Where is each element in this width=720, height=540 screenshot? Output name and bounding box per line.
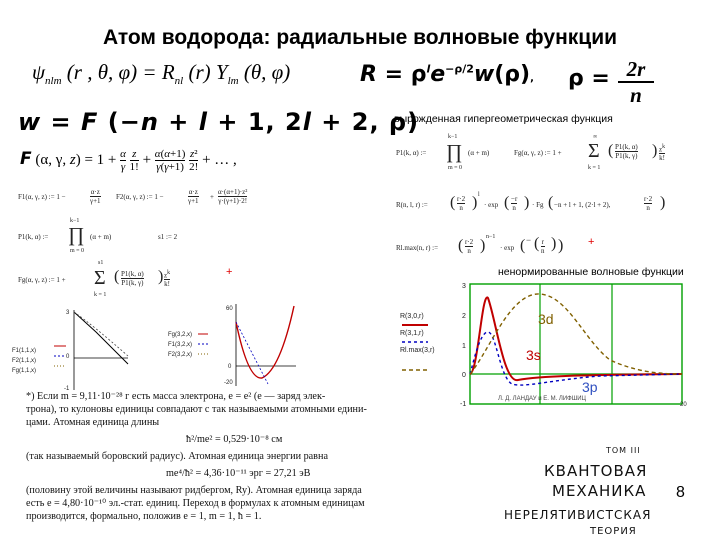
mathcad-right-line-2: R(n, l, r) := ( r·2 n ) l · exp ( −r n ) · Fg ( −n + l + 1, (2·l + 2), r·2 n ): [396, 192, 666, 212]
landau-line: Л. Д. ЛАНДАУ и Е. М. ЛИФШИЦ: [498, 396, 586, 402]
svg-text:0: 0: [462, 372, 466, 379]
excerpt-line-2: трона), то кулоновы единицы совпадают с так называемыми атомными едини-: [26, 404, 367, 415]
left-plot-legend-2: F2(1,1,x): [12, 358, 37, 364]
excerpt-line-1: *) Если m = 9,11·10⁻²⁸ г есть масса электрона, e = e² (e — заряд элек-: [26, 391, 326, 402]
svg-text:3: 3: [462, 283, 466, 290]
svg-text:-1: -1: [460, 401, 467, 408]
svg-text:0: 0: [228, 364, 232, 370]
mini-plot: [168, 300, 298, 388]
svg-text:F1(3,2,x): F1(3,2,x): [168, 342, 193, 348]
book-title-1: КВАНТОВАЯ: [544, 462, 648, 480]
slide-title: Атом водорода: радиальные волновые функции: [102, 26, 618, 49]
book-excerpt: [26, 390, 486, 523]
mathcad-right-line-1: P1(k, α) := k−1 ∏ m = 0 (α + m) Fg(α, γ, z) := 1 + ∞ Σ k = 1 ( P1(k, α) P1(k, γ) ) $z^k$ k!: [396, 134, 666, 171]
formula-R: $R = \rho^le^{-\rho/2}w(\rho)$,: [360, 62, 534, 87]
book-title-2: МЕХАНИКА: [552, 482, 647, 500]
mathcad-left-F1F2: F1(α, γ, z) := 1 − α·z γ+1 F2(α, γ, z) := 1 − α·z γ+1 + α·(α+1)·z² γ·(γ+1)·2!: [18, 188, 248, 205]
wf-legend-3: Rl.max(3,r): [400, 347, 435, 354]
book-title-4: ТЕОРИЯ: [590, 526, 637, 537]
curve-label-3s: 3s: [526, 347, 541, 363]
svg-text:1: 1: [462, 343, 466, 350]
svg-text:3: 3: [66, 310, 70, 316]
mathcad-left-Fg: Fg(α, γ, z) := 1 + s1 Σ k = 1 ( P1(k, α) P1(k, γ) ) $z^k$ k!: [18, 260, 171, 298]
excerpt-line-4: ħ²/me² = 0,529·10⁻⁸ см: [186, 434, 283, 445]
svg-text:-20: -20: [224, 380, 233, 386]
formula-w: w = F (−n + l + 1, 2l + 2, ρ): [18, 108, 420, 136]
plus-marker-left: +: [226, 266, 233, 278]
left-plot-legend-1: F1(1,1,x): [12, 348, 37, 354]
mathcad-left-P1: P1(k, α) := k−1 ∏ m = 0 (α + m) s1 := 2: [18, 218, 178, 254]
wf-legend-2: R(3,1,r): [400, 330, 424, 337]
mathcad-right-line-3: Rl.max(n, r) := ( r·2 n ) n−1 · exp ( − ( r n ) ): [396, 234, 564, 255]
label-unnormalized: ненормированные волновые функции: [498, 266, 684, 278]
svg-text:Fg(3,2,x): Fg(3,2,x): [168, 332, 193, 338]
excerpt-line-9: производится, формально, положив e = 1, m = 1, ħ = 1.: [26, 511, 262, 522]
formula-rho: ρ =: [568, 66, 610, 91]
excerpt-line-8: есть e = 4,80·10⁻¹⁰ эл.-стат. единиц. Переход в формулах к атомным единицам: [26, 498, 365, 509]
book-volume: ТОМ III: [606, 446, 641, 455]
curve-label-3d: 3d: [538, 311, 554, 327]
book-title-3: НЕРЕЛЯТИВИСТСКАЯ: [504, 508, 652, 522]
formula-F: F (α, γ, $z) = 1 + \frac{\alpha}{\gamma}$ $\frac{z}{1!}$ + α(α+1) γ(γ+1) z² 2! + … ,: [20, 148, 237, 173]
svg-text:-1: -1: [64, 386, 70, 392]
svg-text:F2(3,2,x): F2(3,2,x): [168, 352, 193, 358]
svg-text:60: 60: [226, 306, 233, 312]
svg-text:2: 2: [462, 313, 466, 320]
label-degenerate-hypergeometric: вырожденная гипергеометрическая функция: [394, 113, 613, 125]
formula-rho-fraction: 2r n: [618, 58, 654, 106]
plus-marker-right: +: [588, 236, 595, 248]
svg-text:0: 0: [66, 354, 70, 360]
wf-legend-1: R(3,0,r): [400, 313, 424, 320]
excerpt-line-6: me⁴/ħ² = 4,36·10⁻¹¹ эрг = 27,21 эВ: [166, 468, 311, 479]
curve-label-3p: 3p: [582, 379, 598, 395]
excerpt-line-5: (так называемый боровский радиус). Атомная единица энергии равна: [26, 451, 328, 462]
left-plot-legend-3: Fg(1,1,x): [12, 368, 37, 374]
page-number: 8: [676, 484, 685, 501]
formula-psi: $\psi_{nlm}$ (r , θ, $\varphi) = R_{nl}$ (r) $\Upsilon_{lm}$ (θ, φ): [32, 60, 291, 88]
svg-text:20: 20: [680, 402, 687, 408]
excerpt-line-3: цами. Атомная единица длины: [26, 417, 160, 428]
excerpt-line-7: (половину этой величины называют ридбергом, Ry). Атомная единица заряда: [26, 485, 362, 496]
left-small-plot: [10, 306, 130, 392]
